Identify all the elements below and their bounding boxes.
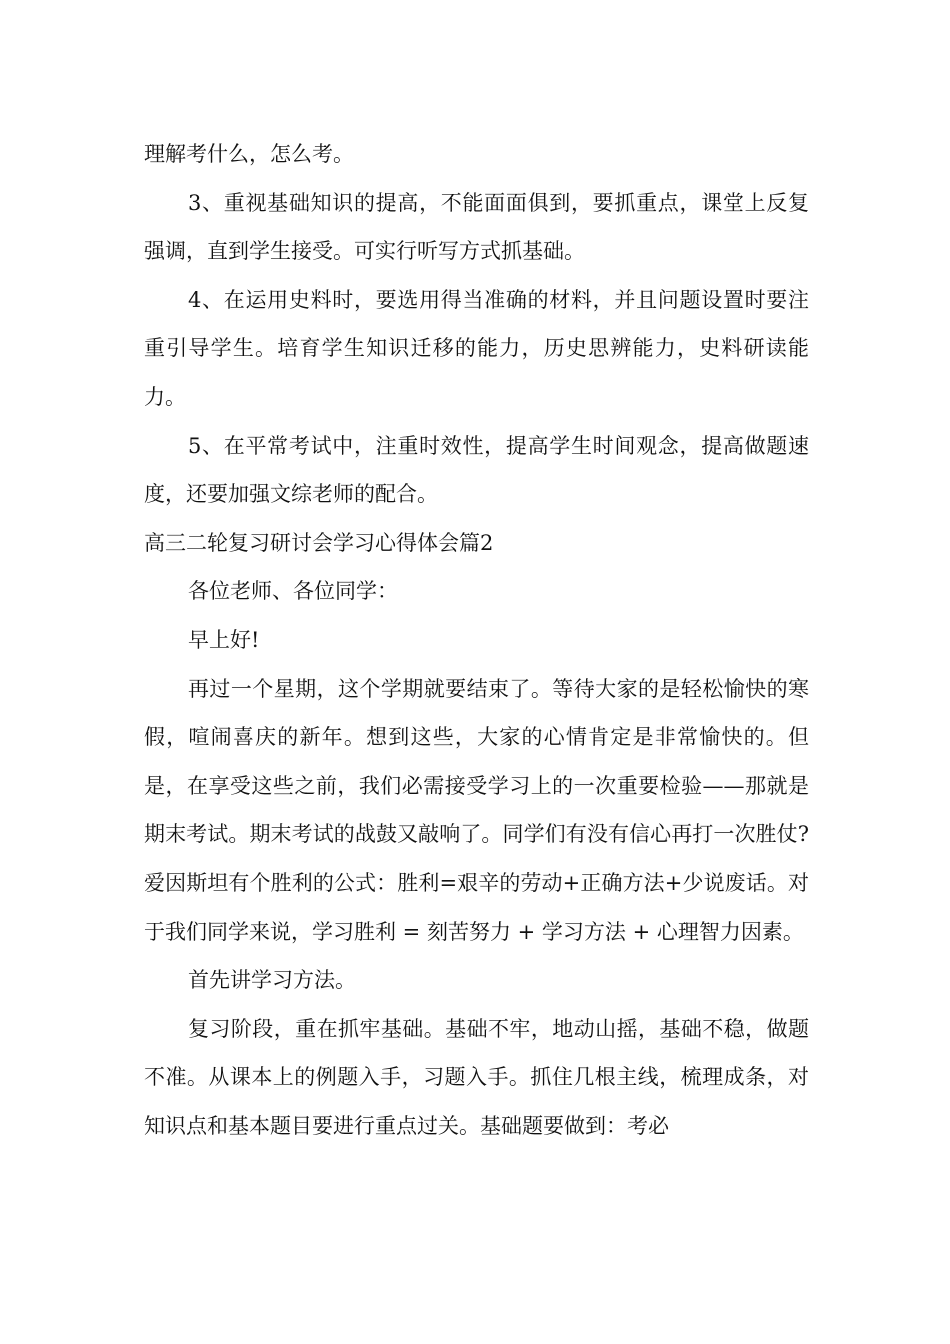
paragraph-good-morning: 早上好! xyxy=(188,627,260,652)
paragraph-continued: 理解考什么，怎么考。 xyxy=(144,142,354,166)
paragraph-review-stage: 复习阶段，重在抓牢基础。基础不牢，地动山摇，基础不稳，做题不准。从课本上的例题入手，习题入手。抓住几根主线，梳理成条，对知识点和基本题目要进行重点过关。基础题要做到：考必 xyxy=(144,1016,809,1138)
paragraph-point-5: 5、在平常考试中，注重时效性，提高学生时间观念，提高做题速度，还要加强文综老师的配合。 xyxy=(144,433,809,507)
paragraph-greeting: 各位老师、各位同学： xyxy=(188,579,398,604)
paragraph-point-4: 4、在运用史料时，要选用得当准确的材料，并且问题设置时要注重引导学生。培育学生知识迁移的能力，历史思辨能力，史料研读能力。 xyxy=(144,287,809,409)
paragraph-intro: 再过一个星期，这个学期就要结束了。等待大家的是轻松愉快的寒假，喧闹喜庆的新年。想到这些，大家的心情肯定是非常愉快的。但是，在享受这些之前，我们必需接受学习上的一次重要检验——那就是期末考试。期末考试的战鼓又敲响了。同学们有没有信心再打一次胜仗?爱因斯坦有个胜利的公式：胜利=艰辛的劳动+正确方法+少说废话。对于我们同学来说，学习胜利 = 刻苦努力 + 学习方法 + 心理智力因素。 xyxy=(144,676,809,944)
section-heading: 高三二轮复习研讨会学习心得体会篇2 xyxy=(144,530,494,555)
paragraph-point-3: 3、重视基础知识的提高，不能面面俱到，要抓重点，课堂上反复强调，直到学生接受。可实行听写方式抓基础。 xyxy=(144,190,809,264)
paragraph-method-intro: 首先讲学习方法。 xyxy=(188,968,356,993)
document-body xyxy=(144,130,809,1150)
